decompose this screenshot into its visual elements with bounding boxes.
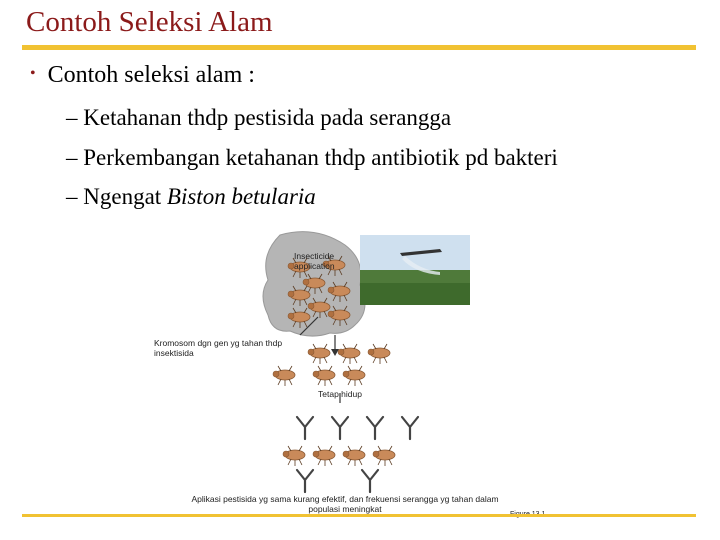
chromosome-label xyxy=(154,338,282,358)
figure-caption-line-2: populasi meningkat xyxy=(308,504,382,514)
bottom-divider xyxy=(22,514,696,517)
bullet-dot-icon: • xyxy=(30,65,36,82)
sub-bullet-1: – Ketahanan thdp pestisida pada serangga xyxy=(66,105,452,130)
insecticide-label xyxy=(294,251,335,271)
figure-caption xyxy=(180,494,510,514)
insecticide-label-line-1: Insecticide xyxy=(294,251,335,261)
sub-bullet-2: – Perkembangan ketahanan thdp antibiotik pd bakteri xyxy=(66,145,558,170)
survive-label: Tetap hidup xyxy=(318,389,362,399)
selection-figure xyxy=(140,225,570,515)
sub-bullet-3 xyxy=(66,184,316,210)
main-bullet-text: Contoh seleksi alam : xyxy=(47,62,255,88)
figure-illustration xyxy=(140,225,570,515)
figure-caption-line-1: Aplikasi pestisida yg sama kurang efektif, dan frekuensi serangga yg tahan dalam xyxy=(191,494,499,504)
chromosome-label-line-2: insektisida xyxy=(154,348,194,358)
title-divider xyxy=(22,45,696,50)
sub-bullet-3-text: – Ngengat xyxy=(66,184,167,209)
chromosome-label-line-1: Kromosom dgn gen yg tahan thdp xyxy=(154,338,283,348)
insecticide-label-line-2: application xyxy=(294,261,335,271)
slide-title: Contoh Seleksi Alam xyxy=(26,6,273,38)
species-name: Biston betularia xyxy=(166,184,316,209)
main-bullet xyxy=(30,62,255,89)
